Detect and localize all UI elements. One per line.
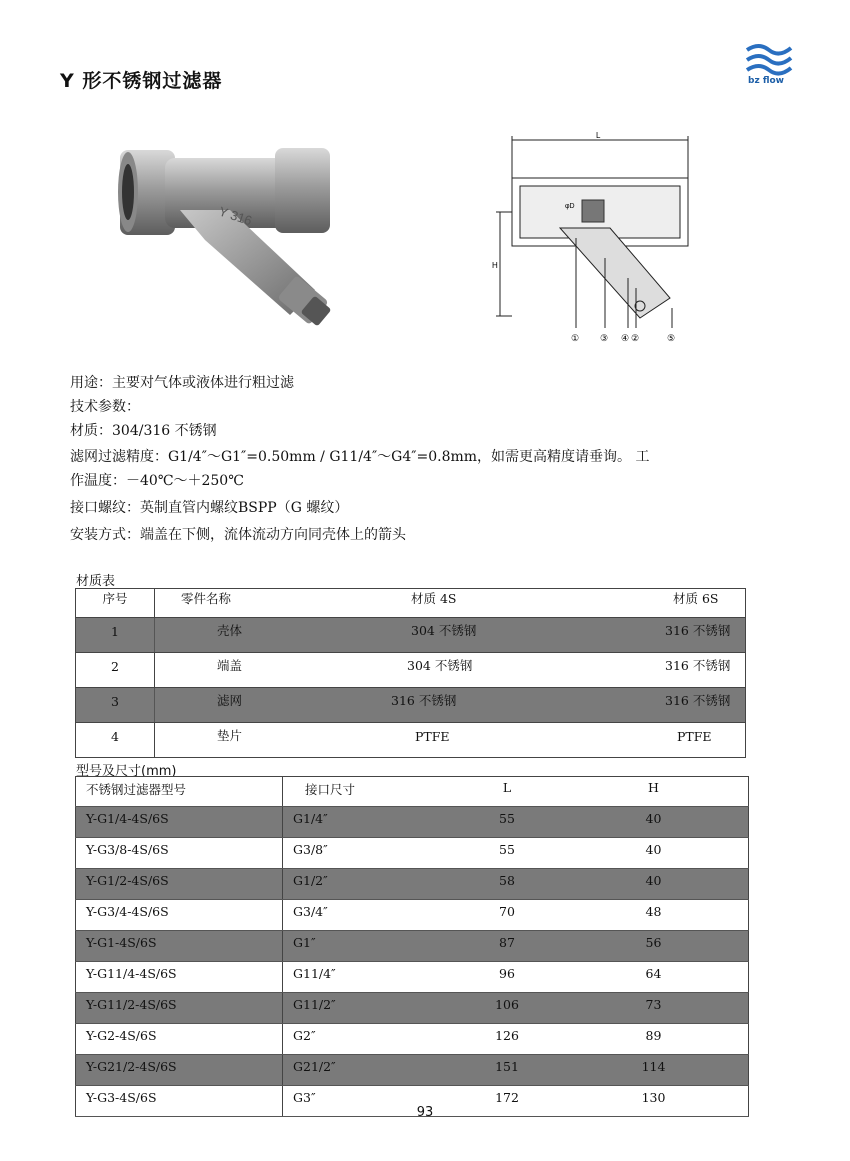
table-cell: G3″ [283,1086,456,1117]
table-cell: 126 [455,1024,559,1055]
header-cell: 零件名称 [155,589,332,618]
table-cell: 40 [559,869,749,900]
material-table [75,588,746,758]
table-cell: 89 [559,1024,749,1055]
table-row [76,838,749,869]
label-part-4: ④ [621,334,630,344]
table-row [76,1024,749,1055]
table-cell: 114 [559,1055,749,1086]
label-phid: φD [565,203,575,210]
page-number: 93 [416,1105,434,1120]
table-cell: 40 [559,807,749,838]
header-cell: 接口尺寸 [283,777,456,807]
table-cell: PTFE [617,723,746,758]
table-cell: Y-G1-4S/6S [76,931,283,962]
table-cell: 4 [76,723,155,758]
table-cell: Y-G3/4-4S/6S [76,900,283,931]
table-cell: 316 不锈钢 [617,688,746,723]
label-h: H [492,261,498,270]
table-cell: 48 [559,900,749,931]
table-row [76,931,749,962]
table-cell: 55 [455,807,559,838]
table-cell: 106 [455,993,559,1024]
table-cell: 滤网 [155,688,332,723]
table-cell: 70 [455,900,559,931]
label-part-3: ③ [600,334,609,344]
table-cell: 96 [455,962,559,993]
table-row [76,1055,749,1086]
material-table-caption: 材质表 [76,574,116,589]
table-cell: Y-G11/4-4S/6S [76,962,283,993]
header-cell: L [455,777,559,807]
table-cell: 58 [455,869,559,900]
strainer-photo [110,120,350,330]
table-cell: G11/2″ [283,993,456,1024]
page-title: Y 形不锈钢过滤器 [60,70,223,92]
table-cell: 1 [76,618,155,653]
header-cell: 材质 6S [617,589,746,618]
table-cell: G3/8″ [283,838,456,869]
table-cell: 64 [559,962,749,993]
header-cell: H [559,777,749,807]
spec-thread: 接口螺纹：英制直管内螺纹BSPP（G 螺纹） [70,500,349,516]
table-row [76,653,746,688]
table-row [76,993,749,1024]
label-part-1: ① [571,334,580,344]
table-cell: 3 [76,688,155,723]
header-cell: 材质 4S [331,589,617,618]
spec-installation: 安装方式：端盖在下侧，流体流动方向同壳体上的箭头 [70,527,406,543]
label-l: L [596,131,601,140]
table-row [76,688,746,723]
dimension-table-caption: 型号及尺寸(mm) [76,764,177,779]
table-cell: G1″ [283,931,456,962]
table-cell: 40 [559,838,749,869]
table-row [76,618,746,653]
table-cell: 垫片 [155,723,332,758]
table-cell: Y-G1/2-4S/6S [76,869,283,900]
table-cell: 87 [455,931,559,962]
header-cell: 序号 [76,589,155,618]
table-cell: 316 不锈钢 [617,618,746,653]
logo-text: bz flow [748,76,784,86]
table-cell: G2″ [283,1024,456,1055]
spec-material: 材质：304/316 不锈钢 [70,423,217,439]
table-header-row [76,589,746,618]
table-header-row [76,777,749,807]
spec-temperature: 作温度：－40℃～＋250℃ [70,473,244,489]
table-cell: 172 [455,1086,559,1117]
table-cell: G1/2″ [283,869,456,900]
table-cell: G3/4″ [283,900,456,931]
table-row [76,900,749,931]
table-cell: G11/4″ [283,962,456,993]
table-cell: Y-G3/8-4S/6S [76,838,283,869]
table-cell: 316 不锈钢 [617,653,746,688]
table-cell: 73 [559,993,749,1024]
spec-usage: 用途：主要对气体或液体进行粗过滤 [70,375,294,391]
table-row [76,869,749,900]
table-cell: 151 [455,1055,559,1086]
table-cell: 端盖 [155,653,332,688]
header-cell: 不锈钢过滤器型号 [76,777,283,807]
table-cell: PTFE [331,723,617,758]
spec-filter-precision: 滤网过滤精度：G1/4″～G1″=0.50mm / G11/4″～G4″=0.8mm，如需更高精度请垂询。 工 [70,449,650,465]
table-cell: G1/4″ [283,807,456,838]
table-cell: G21/2″ [283,1055,456,1086]
table-cell: Y-G11/2-4S/6S [76,993,283,1024]
table-cell: Y-G2-4S/6S [76,1024,283,1055]
table-cell: 55 [455,838,559,869]
table-cell: Y-G1/4-4S/6S [76,807,283,838]
table-row [76,807,749,838]
table-cell: 130 [559,1086,749,1117]
table-cell: 56 [559,931,749,962]
spec-params-heading: 技术参数： [70,399,140,415]
table-cell: 2 [76,653,155,688]
table-row [76,723,746,758]
cross-section-drawing [490,128,715,353]
photo-marking: Y 316 [217,203,254,229]
label-part-2: ② [631,334,640,344]
label-part-5: ⑤ [667,334,676,344]
table-cell: Y-G3-4S/6S [76,1086,283,1117]
table-cell: 壳体 [155,618,332,653]
table-cell: 304 不锈钢 [331,618,617,653]
table-cell: Y-G21/2-4S/6S [76,1055,283,1086]
table-cell: 316 不锈钢 [331,688,617,723]
table-row [76,962,749,993]
dimension-table [75,776,749,1117]
table-cell: 304 不锈钢 [331,653,617,688]
